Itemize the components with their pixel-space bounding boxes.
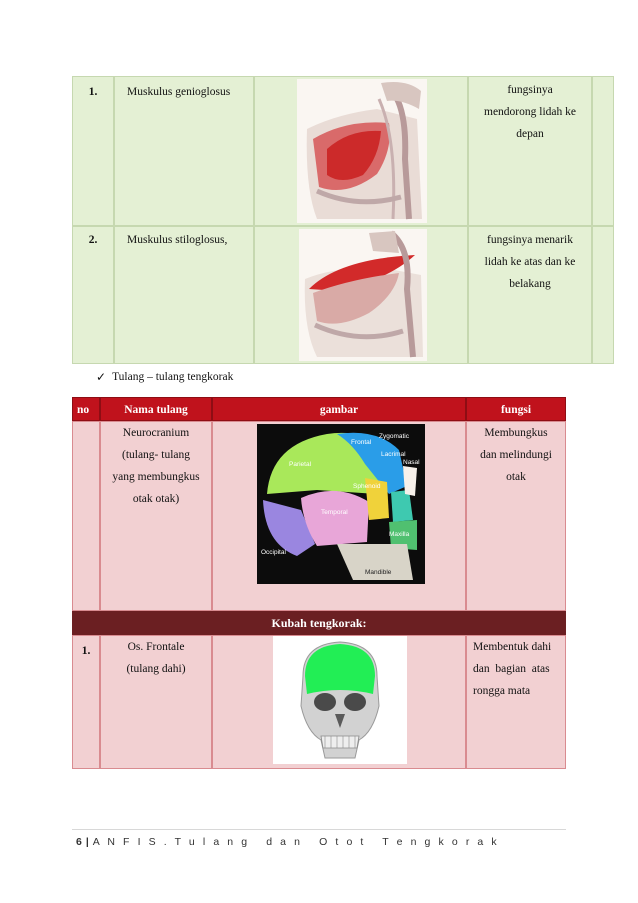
muscle-image-cell	[254, 76, 468, 226]
function-line-1: fungsinya menarik	[487, 234, 573, 246]
bone-name-line: Os. Frontale	[127, 641, 185, 653]
bone-name-line: (tulang- tulang	[121, 449, 191, 461]
bone-function-cell	[466, 421, 566, 611]
header-function: fungsi	[466, 397, 566, 421]
section-title: Kubah tengkorak:	[72, 611, 566, 635]
function-line-2: mendorong lidah ke	[484, 106, 576, 118]
bone-function-line: dan melindungi	[480, 449, 552, 461]
bone-function-line: Membentuk dahi	[473, 641, 552, 653]
muscle-function-cell	[468, 226, 592, 364]
skull-label-maxilla: Maxilla	[389, 531, 410, 538]
row-number: 2.	[88, 234, 98, 246]
skull-label-mandible: Mandible	[365, 569, 392, 576]
frontal-skull-illustration	[273, 636, 407, 764]
styloglossus-muscle-illustration	[299, 229, 427, 361]
footer-divider	[72, 829, 566, 830]
skull-label-parietal: Parietal	[289, 461, 312, 468]
skull-label-sphenoid: Sphenoid	[353, 483, 381, 490]
muscle-image-cell	[254, 226, 468, 364]
row-number: 1.	[81, 645, 91, 657]
row-number-cell	[72, 635, 100, 769]
bone-function-line: otak	[506, 471, 526, 483]
bone-image-cell	[212, 635, 466, 769]
skull-label-lacrimal: Lacrimal	[381, 451, 406, 458]
bone-name-line: yang membungkus	[112, 471, 200, 483]
skull-label-frontal: Frontal	[351, 439, 372, 446]
muscle-function-cell	[468, 76, 592, 226]
bone-name-line: (tulang dahi)	[126, 663, 186, 675]
muscle-name-cell	[114, 76, 254, 226]
checkmark-icon: ✓	[96, 369, 107, 384]
page-footer	[76, 836, 499, 848]
bone-name-line: Neurocranium	[122, 427, 190, 439]
row-number-cell	[72, 226, 114, 364]
bullet-item	[96, 366, 233, 388]
header-name: Nama tulang	[100, 397, 212, 421]
bone-image-cell	[212, 421, 466, 611]
page-number: 6	[76, 836, 82, 848]
bone-function-line: dan bagian atas	[473, 663, 550, 675]
muscle-name: Muskulus genioglosus	[127, 86, 231, 98]
function-line-1: fungsinya	[507, 84, 553, 96]
skull-bones-illustration	[257, 424, 425, 584]
row-number-cell	[72, 421, 100, 611]
bone-name-line: otak otak)	[132, 493, 180, 505]
bone-name-cell	[100, 421, 212, 611]
function-line-3: depan	[516, 128, 544, 140]
row-number: 1.	[88, 86, 98, 98]
skull-label-temporal: Temporal	[321, 509, 348, 516]
header-no: no	[72, 397, 100, 421]
genioglossus-muscle-illustration	[297, 79, 427, 223]
bullet-text: Tulang – tulang tengkorak	[112, 371, 234, 383]
footer-title: A N F I S . T u l a n g d a n O t o t T e n g k o r a k	[92, 836, 500, 848]
spacer-cell	[592, 226, 614, 364]
row-number-cell	[72, 76, 114, 226]
spacer-cell	[592, 76, 614, 226]
muscle-name: Muskulus stiloglosus,	[127, 234, 228, 246]
function-line-3: belakang	[509, 278, 551, 290]
muscle-name-cell	[114, 226, 254, 364]
skull-label-nasal: Nasal	[403, 459, 420, 466]
function-line-2: lidah ke atas dan ke	[484, 256, 576, 268]
bone-function-line: Membungkus	[484, 427, 548, 439]
bone-function-cell	[466, 635, 566, 769]
header-image: gambar	[212, 397, 466, 421]
skull-label-occipital: Occipital	[261, 549, 286, 556]
footer-separator: |	[85, 836, 89, 848]
bone-function-line: rongga mata	[473, 685, 531, 697]
bone-name-cell	[100, 635, 212, 769]
skull-label-zygomatic: Zygomatic	[379, 433, 409, 440]
